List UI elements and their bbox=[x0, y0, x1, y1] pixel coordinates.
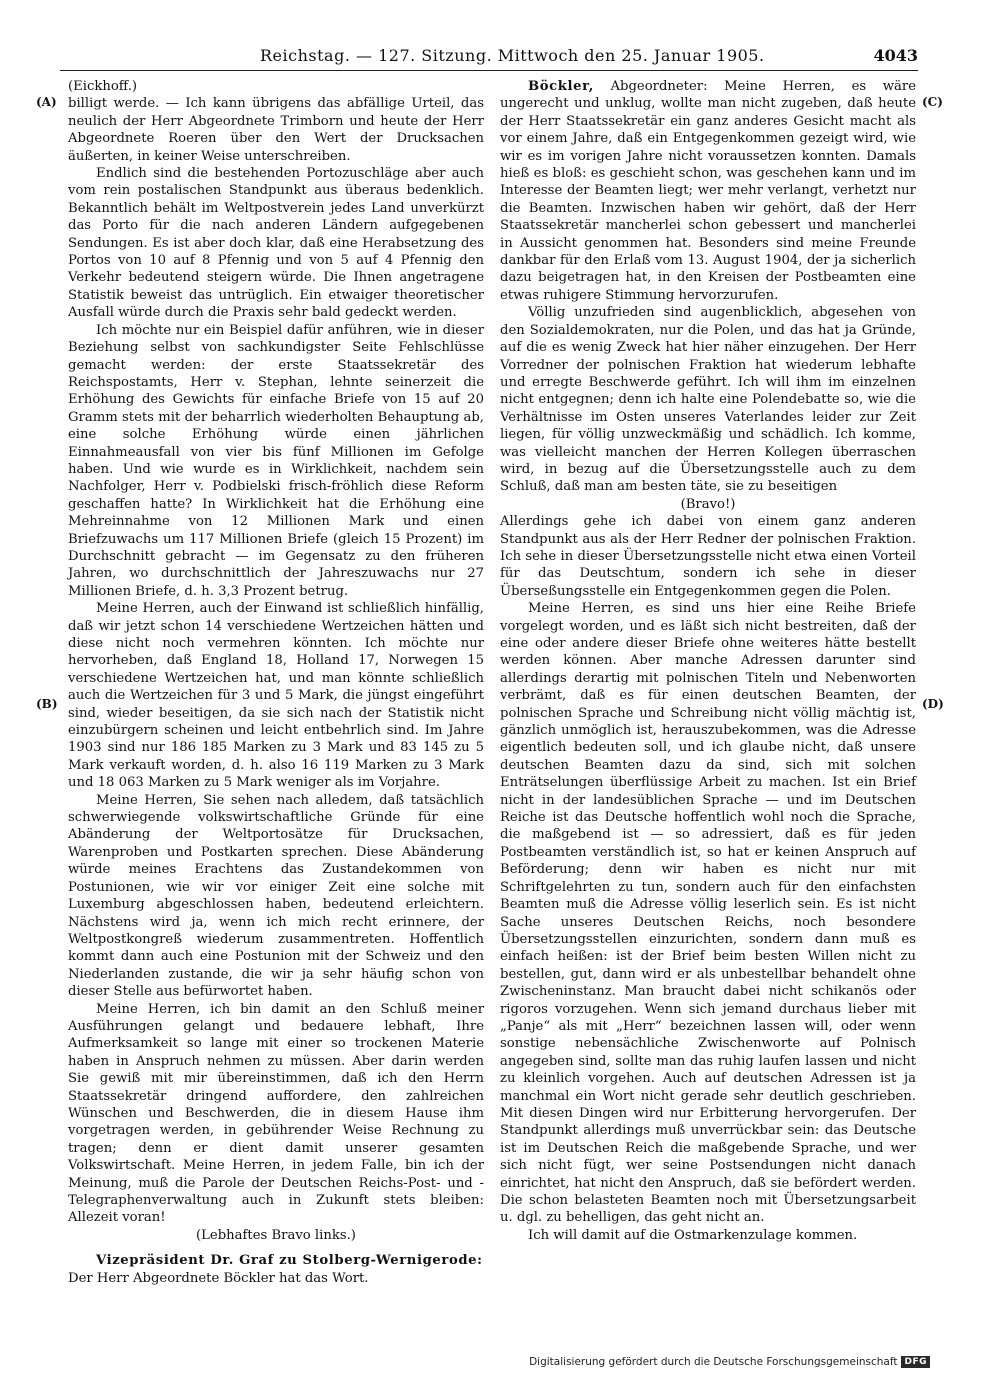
footer-credit bbox=[529, 1356, 930, 1368]
page-header bbox=[60, 46, 918, 70]
margin-marker-b: (B) bbox=[36, 697, 58, 711]
paragraph: Ich will damit auf die Ostmarkenzulage kommen. bbox=[528, 1227, 858, 1243]
right-column bbox=[500, 78, 916, 1244]
speaker-role: Abgeordneter: bbox=[593, 79, 708, 94]
paragraph: Endlich sind die bestehenden Portozuschläge aber auch vom rein postalischen Standpunkt aus überaus bedenklich. Bekanntlich behält im Weltpostverein jedes Land unverkürzt das Porto für die nach anderen Ländern aufgegebenen Sendungen. Es ist aber doch klar, daß eine Herabsetzung des Portos von 10 auf 8 Pfennig und von 5 auf 4 Pfennig den Verkehr bedeutend steigern würde. Die Ihnen angetragene Statistik beweist das untrüglich. Ein etwaiger theoretischer Ausfall würde durch die Praxis sehr bald gedeckt werden. bbox=[68, 166, 484, 321]
left-column bbox=[68, 78, 484, 1287]
running-head: Reichstag. — 127. Sitzung. Mittwoch den 25. Januar 1905. bbox=[260, 46, 765, 65]
credit-text: Digitalisierung gefördert durch die Deutsche Forschungsgemeinschaft bbox=[529, 1356, 898, 1368]
header-rule bbox=[60, 70, 918, 71]
page-number: 4043 bbox=[873, 46, 918, 65]
dfg-logo-icon: DFG bbox=[901, 1356, 930, 1368]
paragraph: Allerdings gehe ich dabei von einem ganz anderen Standpunkt aus als der Herr Redner der polnischen Fraktion. Ich sehe in dieser Übersetzungsstelle nicht etwa einen Vorteil für das Deutschtum, sondern ich sehe in dieser Überseßungsstelle ein Entgegenkommen gegen die Polen. bbox=[500, 514, 916, 599]
speaker-continuation: (Eickhoff.) bbox=[68, 79, 138, 94]
margin-marker-d: (D) bbox=[922, 697, 944, 711]
paragraph: Meine Herren, es sind uns hier eine Reihe Briefe vorgelegt worden, und es läßt sich nicht bestreiten, daß der eine oder andere dieser Briefe ohne weiteres hätte bestellt werden können. Aber manche Adressen darunter sind allerdings derartig mit polnischen Titeln und Nebenworten verbrämt, daß es für einen deutschen Beamten, der polnischen Sprache und Schreibung nicht völlig mächtig ist, gänzlich unmöglich ist, herauszubekommen, was die Adresse eigentlich bedeuten soll, und ich glaube nicht, daß unsere deutschen Beamten dazu da sind, sich mit solchen Enträtselungen überflüssige Arbeit zu machen. Ist ein Brief nicht in der landesüblichen Sprache — und im Deutschen Reiche ist das Deutsche hoffentlich wohl noch die Sprache, die maßgebend ist — so adressiert, daß es für jeden Postbeamten verständlich ist, so hat er keinen Anspruch auf Beförderung; denn wir haben es nicht nur mit Schriftgelehrten zu tun, sondern auch für den einfachsten Beamten muß die Adresse völlig leserlich sein. Es ist nicht Sache unseres Deutschen Reichs, noch besondere Übersetzungsstellen einzurichten, sondern dann muß es einfach heißen: ist der Brief beim besten Willen nicht zu bestellen, gut, dann wird er als unbestellbar behandelt ohne Zwischeninstanz. Man braucht dabei nicht schikanös oder rigoros vorzugehen. Wenn sich jemand durchaus lieber mit „Panje“ als mit „Herr“ bezeichnen lassen will, oder wenn sonstige nebensächliche Zwischenworte auf Polnisch angegeben sind, sollte man das ruhig laufen lassen und nicht zu kleinlich vorgehen. Auch auf deutschen Adressen ist ja manchmal ein Wort nicht gerade sehr deutlich geschrieben. Mit diesen Dingen wird nur Erbitterung hervorgerufen. Der Standpunkt allerdings muß unverrückbar sein: das Deutsche ist im Deutschen Reich die maßgebende Sprache, und wer sich nicht fügt, wer seine Postsendungen nicht danach einrichtet, hat nicht den Anspruch, daß sie befördert werden. Die schon belasteten Beamten noch mit Übersetzungsarbeit u. dgl. zu behelligen, das geht nicht an. bbox=[500, 601, 916, 1226]
margin-marker-c: (C) bbox=[922, 95, 943, 109]
paragraph: Meine Herren, auch der Einwand ist schließlich hinfällig, daß wir jetzt schon 14 verschiedene Wertzeichen hätten und diese nicht noch vermehren könnten. Ich möchte nur hervorheben, daß England 18, Holland 17, Norwegen 15 verschiedene Wertzeichen hat, und man könnte schließlich auch die Wertzeichen für 3 und 5 Mark, die jüngst eingeführt sind, wieder beseitigen, da sie sich nach der Statistik nicht einzubürgern scheinen und leicht entbehrlich sind. Im Jahre 1903 sind nur 186 185 Marken zu 3 Mark und 83 145 zu 5 Mark verkauft worden, d. h. also 16 119 Marken zu 3 Mark und 18 063 Marken zu 5 Mark weniger als im Vorjahre. bbox=[68, 601, 484, 791]
paragraph: Völlig unzufrieden sind augenblicklich, abgesehen von den Sozialdemokraten, nur die Polen, und das hat ja Gründe, auf die es wenig Zweck hat hier näher einzugehen. Der Herr Vorredner der polnischen Fraktion hat wiederum lebhafte und erregte Beschwerde geführt. Ich will ihm im einzelnen nicht entgegnen; denn ich halte eine Polendebatte so, wie die Verhältnisse im Osten unseres Vaterlandes leider zur Zeit liegen, für völlig unzweckmäßig und schädlich. Ich komme, was vielleicht manchen der Herren Kollegen überraschen wird, in bezug auf die Übersetzungsstelle auch zu dem Schluß, daß man am besten täte, sie zu beseitigen bbox=[500, 305, 916, 495]
paragraph: Meine Herren, Sie sehen nach alledem, daß tatsächlich schwerwiegende volkswirtschaftliche Gründe für eine Abänderung der Weltportosätze für Drucksachen, Warenproben und Postkarten sprechen. Diese Abänderung würde meines Erachtens das Zustandekommen von Postunionen, wie wir vor einiger Zeit eine solche mit Luxemburg abgeschlossen haben, bedeutend erleichtern. Nächstens wird ja, wenn ich mich recht erinnere, der Weltpostkongreß wiederum zusammentreten. Hoffentlich kommt dann auch eine Postunion mit der Schweiz und den Niederlanden zustande, die wir ja sehr häufig schon von dieser Stelle aus befürwortet haben. bbox=[68, 792, 484, 1000]
paragraph: Meine Herren, es wäre ungerecht und unklug, wollte man nicht zugeben, daß heute der Herr Staatssekretär ein ganz anderes Gesicht macht als vor einem Jahre, daß ein Entgegenkommen gezeigt wird, wie wir es im vorigen Jahre nicht voraussetzen konnten. Damals hieß es bloß: es geschieht schon, was geschehen kann und im Interesse der Beamten liegt; wer mehr verlangt, verhetzt nur die Beamten. Inzwischen haben wir gehört, daß der Herr Staatssekretär mancherlei schon gebessert und mancherlei in Aussicht genommen hat. Besonders sind meine Freunde dankbar für den Erlaß vom 13. August 1904, der ja sicherlich dazu beigetragen hat, in den Kreisen der Postbeamten eine etwas ruhigere Stimmung hervorzurufen. bbox=[500, 79, 916, 303]
vice-president-speaker: Vizepräsident Dr. Graf zu Stolberg-Wernigerode: bbox=[96, 1253, 483, 1269]
applause-note: (Lebhaftes Bravo links.) bbox=[196, 1227, 356, 1243]
paragraph: Ich möchte nur ein Beispiel dafür anführen, wie in dieser Beziehung selbst von sachkundigster Seite Fehlschlüsse gemacht werden: der erste Staatssekretär des Reichspostamts, Herr v. Stephan, lehnte seinerzeit die Erhöhung des Gewichts für einfache Briefe von 15 auf 20 Gramm stets mit der beharrlich wiederholten Behauptung ab, eine solche Erhöhung würde einen jährlichen Einnahmeausfall von vier bis fünf Millionen im Gefolge haben. Und wie wurde es in Wirklichkeit, nachdem sein Nachfolger, Herr v. Podbielski frisch-fröhlich diese Reform geschaffen hatte? In Wirklichkeit hat die Erhöhung eine Mehreinnahme von 12 Millionen Mark und einen Briefzuwachs um 117 Millionen Briefe (gleich 15 Prozent) im Durchschnitt gebracht — im Gegensatz zu den früheren Jahren, wo durchschnittlich der Jahreszuwachs nur 27 Millionen Briefe, d. h. 3,3 Prozent betrug. bbox=[68, 322, 484, 599]
bravo-note: (Bravo!) bbox=[680, 496, 736, 512]
paragraph: billigt werde. — Ich kann übrigens das abfällige Urteil, das neulich der Herr Abgeordnete Trimborn und heute der Herr Abgeordnete Roeren über den Wert der Drucksachen äußerten, in keiner Weise unterschreiben. bbox=[68, 96, 484, 164]
margin-marker-a: (A) bbox=[36, 95, 57, 109]
vice-president-text: Der Herr Abgeordnete Böckler hat das Wort. bbox=[68, 1270, 369, 1286]
speaker-name: Böckler, bbox=[528, 79, 594, 94]
paragraph: Meine Herren, ich bin damit an den Schluß meiner Ausführungen gelangt und bedauere lebhaft, Ihre Aufmerksamkeit so lange mit einer so trockenen Materie haben in Anspruch nehmen zu müssen. Aber darin werden Sie gewiß mit mir übereinstimmen, daß ich den Herrn Staatssekretär dringend auffordere, den zahlreichen Wünschen und Beschwerden, die in diesem Hause ihm vorgetragen werden, in gebührender Weise Rechnung zu tragen; denn er dient damit unserer gesamten Volkswirtschaft. Meine Herren, in jedem Falle, bin ich der Meinung, muß die Parole der Deutschen Reichs-Post- und -Telegraphenverwaltung auch in Zukunft stets bleiben: Allezeit voran! bbox=[68, 1001, 484, 1226]
